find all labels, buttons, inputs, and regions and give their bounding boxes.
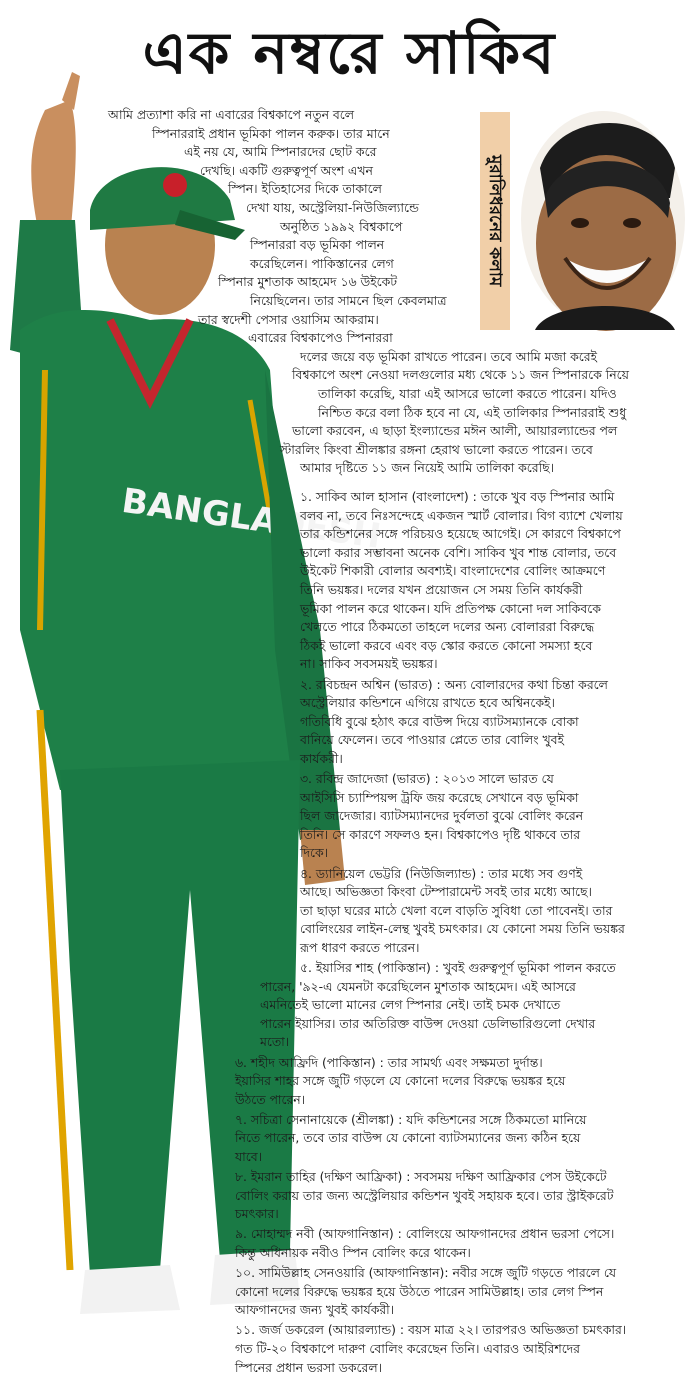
intro-line: তালিকা করেছি, যারা এই আসরে ভালো করতে পারেন। যদিও [318, 386, 617, 401]
list-item-heading: ৯. মোহাম্মদ নবী (আফগানিস্তান) : বোলিংয়ে আফগানদের প্রধান ভরসা পেসে। [235, 1226, 615, 1242]
intro-line: দলের জয়ে বড় ভূমিকা রাখতে পারেন। তবে আমি মজা করেই [300, 348, 597, 364]
list-item-line: কোনো দলের বিরুদ্ধে ভয়ঙ্কর হয়ে উঠতে পারেন সামিউল্লাহ। তার লেগ স্পিন [235, 1283, 604, 1299]
list-item-line: বোলিংয়ের লাইন-লেন্থ খুবই চমৎকার। যে কোনো সময় তিনি ভয়ঙ্কর [300, 921, 625, 937]
list-item-line: ঠিকই ভালো করবে এবং বড় স্কোর করতে কোনো সমস্যা হবে [300, 637, 593, 653]
list-item-line: পারেন ইয়াসির। তার অতিরিক্ত বাউন্স দেওয়া ডেলিভারিগুলো দেখার [260, 1015, 596, 1031]
list-item-line: বলব না, তবে নিঃসন্দেহে একজন স্মার্ট বোলার। বিগ ব্যাশে খেলায় [300, 507, 623, 523]
intro-line: তার স্বদেশী পেসার ওয়াসিম আকরাম। [198, 311, 379, 327]
list-item-line: গত টি-২০ বিশ্বকাপে দারুণ বোলিং করেছেন তিনি। এবারও আইরিশদের [235, 1341, 581, 1356]
intro-line: স্টারলিং কিংবা শ্রীলঙ্কার রঙ্গনা হেরাথ ভালো করতে পারেন। তবে [280, 441, 593, 457]
list-item-line: উঠতে পারেন। [235, 1091, 306, 1107]
list-item-heading: ৩. রবিন্দ্র জাদেজা (ভারত) : ২০১৩ সালে ভারত যে [300, 771, 554, 786]
list-item-line: তার কন্ডিশনের সঙ্গে পরিচয়ও হয়েছে আগেই। সে কারণে বিশ্বকাপে [300, 526, 621, 542]
columnist-photo [520, 108, 686, 330]
list-item-line: ভূমিকা পালন করে থাকেন। যদি প্রতিপক্ষ কোনো দল সাকিবকে [300, 600, 601, 616]
list-item-line: বোলিং করায় তার জন্য অস্ট্রেলিয়ার কন্ডিশন খুবই সহায়ক হবে। তার স্ট্রাইকরেট [235, 1187, 614, 1203]
list-item-heading: ১. সাকিব আল হাসান (বাংলাদেশ) : তাকে খুব বড় স্পিনার আমি [300, 489, 615, 504]
list-item-line: গতিবিধি বুঝে হঠাৎ করে বাউন্স দিয়ে ব্যাটসম্যানকে বোকা [300, 713, 579, 729]
list-item-line: চমৎকার। [235, 1206, 279, 1222]
list-item-line: মতো। [260, 1034, 290, 1050]
list-item-line: যাবে। [235, 1149, 263, 1164]
list-item-heading: ৭. সচিত্রা সেনানায়েকে (শ্রীলঙ্কা) : যদি কন্ডিশনের সঙ্গে ঠিকমতো মানিয়ে [235, 1111, 587, 1127]
list-item-line: স্পিনের প্রধান ভরসা ডকরেল। [235, 1359, 383, 1375]
list-item-heading: ৮. ইমরান তাহির (দক্ষিণ আফ্রিকা) : সবসময় দক্ষিণ আফ্রিকার পেস উইকেটে [235, 1169, 607, 1185]
list-item-heading: ৫. ইয়াসির শাহ (পাকিস্তান) : খুবই গুরুত্বপূর্ণ ভূমিকা পালন করতে [300, 960, 616, 975]
intro-line: নিশ্চিত করে বলা ঠিক হবে না যে, এই তালিকার স্পিনাররাই শুধু [318, 404, 627, 420]
list-item-heading: ১১. জর্জ ডকরেল (আয়ারল্যান্ড) : বয়স মাত্র ২২। তারপরও অভিজ্ঞতা চমৎকার। [235, 1322, 627, 1338]
headline: এক নম্বরে সাকিব [142, 19, 557, 87]
list-item-line: কিন্তু অধিনায়ক নবীও স্পিন বোলিং করে থাকেন। [235, 1245, 471, 1260]
intro-line: নিয়েছিলেন। তার সামনে ছিল কেবলমাত্র [250, 293, 447, 308]
list-item-line: তা ছাড়া ঘরের মাঠে খেলা বলে বাড়তি সুবিধা তো পাবেনই। তার [300, 902, 613, 918]
list-item-line: কার্যকরী। [300, 750, 343, 766]
list-item-line: না। সাকিব সবসময়ই ভয়ঙ্কর। [300, 656, 438, 672]
intro-line: বিশ্বকাপে অংশ নেওয়া দলগুলোর মধ্য থেকে ১১ জন স্পিনারকে নিয়ে [292, 367, 629, 383]
intro-line: আমার দৃষ্টিতে ১১ জন নিয়েই আমি তালিকা করেছি। [300, 460, 555, 476]
intro-line: দেখছি। একটি গুরুত্বপূর্ণ অংশ এখন [200, 162, 373, 178]
list-item-line: রূপ ধারণ করতে পারেন। [300, 939, 420, 955]
list-item-line: দিকে। [300, 845, 329, 861]
column-tag: মুরালিধরনের কলাম [480, 112, 510, 330]
intro-line: করেছিলেন। পাকিস্তানের লেগ [250, 255, 394, 271]
list-item-line: নিতে পারেন, তবে তার বাউন্স যে কোনো ব্যাটসম্যানের জন্য কঠিন হয়ে [235, 1130, 581, 1146]
list-item-line: অস্ট্রেলিয়ার কন্ডিশনে এগিয়ে রাখতে হবে অশ্বিনকেই। [300, 695, 555, 711]
intro-line: আমি প্রত্যাশা করি না এবারের বিশ্বকাপে নতুন বলে [108, 107, 355, 122]
intro-line: স্পিনাররা বড় ভূমিকা পালন [250, 237, 385, 253]
intro-line: অনুষ্ঠিত ১৯৯২ বিশ্বকাপে [280, 218, 403, 234]
list-item-line: এমনিতেই ভালো মানের লেগ স্পিনার নেই। তাই চমক দেখাতে [260, 997, 561, 1013]
list-item-line: আছে। অভিজ্ঞতা কিংবা টেম্পারামেন্ট সবই তার মধ্যে আছে। [300, 884, 592, 900]
list-item-heading: ২. রবিচন্দ্রন অশ্বিন (ভারত) : অন্য বোলারদের কথা চিন্তা করলে [300, 676, 608, 692]
jersey-text: BANGLADESH [119, 480, 384, 557]
list-item-heading: ৬. শহীদ আফ্রিদি (পাকিস্তান) : তার সামর্থ্য এবং সক্ষমতা দুর্দান্ত। [235, 1054, 543, 1070]
list-item-line: আইসিসি চ্যাম্পিয়ন্স ট্রফি জয় করেছে সেখানে বড় ভূমিকা [300, 789, 579, 805]
intro-line: ভালো করবেন, এ ছাড়া ইংল্যান্ডের মঈন আলী, আয়ারল্যান্ডের পল [292, 423, 618, 439]
list-item-line: খেলতে পারে ঠিকমতো তাহলে দলের অন্য বোলাররা বিরুদ্ধে [300, 619, 595, 635]
list-item-line: তিনি। সে কারণে সফলও হন। বিশ্বকাপেও দৃষ্টি থাকবে তার [300, 826, 581, 842]
intro-line: এই নয় যে, আমি স্পিনারদের ছোট করে [184, 144, 377, 160]
list-item-line: তিনি ভয়ঙ্কর। দলের যখন প্রয়োজন সে সময় তিনি কার্যকরী [300, 582, 583, 597]
list-item-line: ছিল জাদেজার। ব্যাটসম্যানদের দুর্বলতা বুঝে বোলিং করেন [300, 808, 584, 824]
intro-line: এবারের বিশ্বকাপেও স্পিনাররা [248, 330, 393, 346]
list-item-heading: ১০. সামিউল্লাহ সেনওয়ারি (আফগানিস্তান): নবীর সঙ্গে জুটি গড়তে পারলে যে [235, 1265, 616, 1281]
list-item-line: পারেন, '৯২-এ যেমনটা করেছিলেন মুশতাক আহমেদ। এই আসরে [260, 978, 576, 994]
intro-line: স্পিনাররাই প্রধান ভূমিকা পালন করুক। তার মানে [152, 125, 390, 141]
list-item-line: ইয়াসির শাহর সঙ্গে জুটি গড়লে যে কোনো দলের বিরুদ্ধে ভয়ঙ্কর হয়ে [235, 1073, 566, 1089]
list-item-line: ভালো করার সম্ভাবনা অনেক বেশি। সাকিব খুব শান্ত বোলার, তবে [300, 544, 617, 560]
intro-line: স্পিন। ইতিহাসের দিকে তাকালে [228, 181, 382, 197]
list-item-line: বানিয়ে ফেলেন। তবে পাওয়ার প্লেতে তার বোলিং খুবই [300, 732, 564, 748]
intro-line: দেখা যায়, অস্ট্রেলিয়া-নিউজিল্যান্ডে [246, 200, 419, 215]
list-item-line: উইকেট শিকারী বোলার অবশ্যই। বাংলাদেশের বোলিং আক্রমণে [300, 563, 606, 579]
intro-line: স্পিনার মুশতাক আহমেদ ১৬ উইকেট [218, 274, 398, 290]
list-item-heading: ৪. ড্যানিয়েল ভেট্টরি (নিউজিল্যান্ড) : তার মধ্যে সব গুণই [300, 865, 583, 881]
list-item-line: আফগানদের জন্য খুবই কার্যকরী। [235, 1302, 395, 1318]
